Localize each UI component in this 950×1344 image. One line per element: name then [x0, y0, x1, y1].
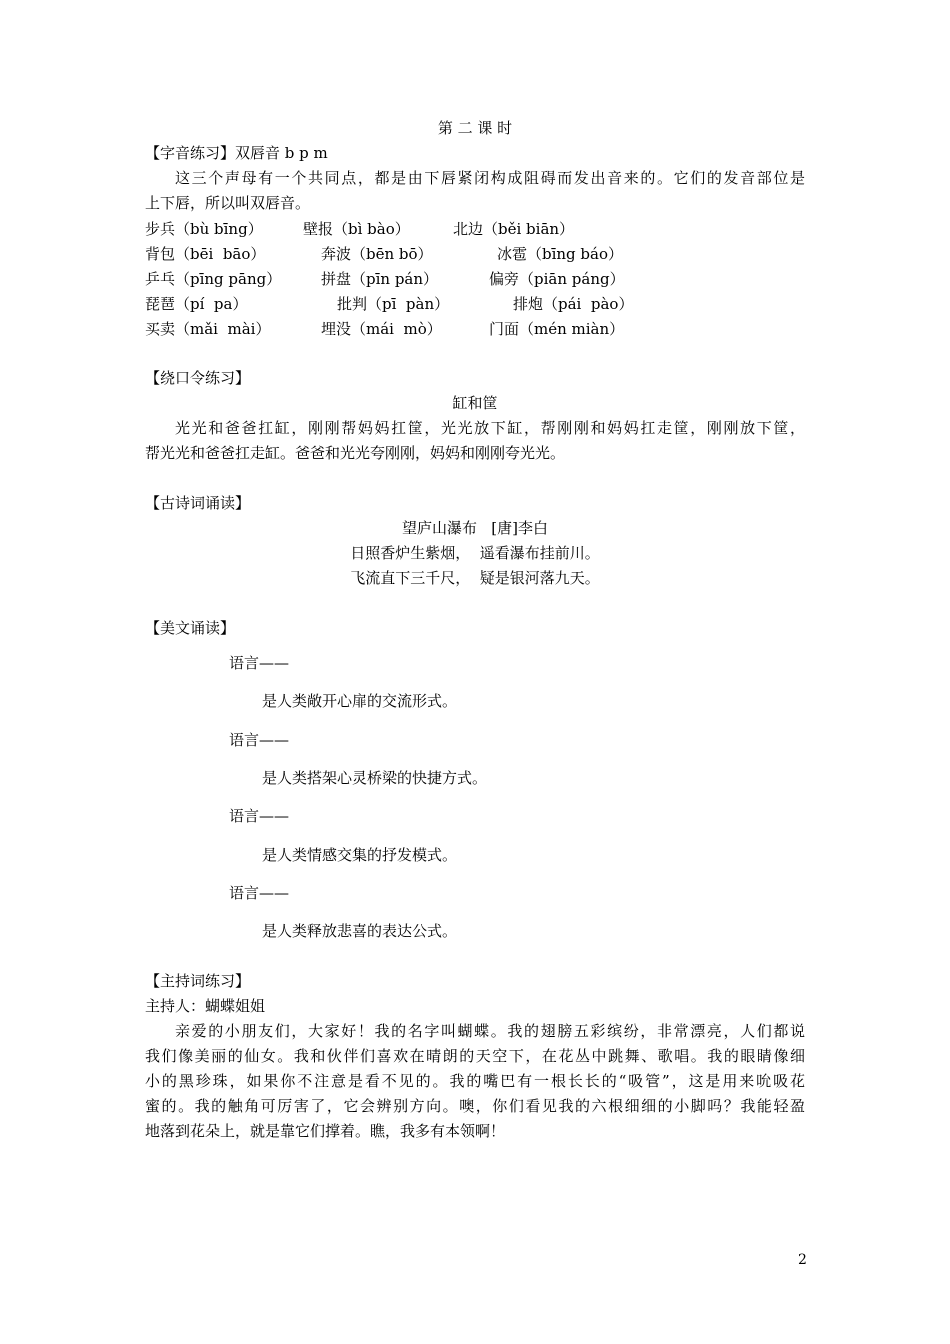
poem-line-2: 飞流直下三千尺， 疑是银河落九天。 [350, 569, 600, 587]
prose-heading: 【美文诵读】 [145, 619, 236, 637]
phonetics-description-line-2: 上下唇，所以叫双唇音。 [145, 194, 311, 212]
prose-stanza-3-lead: 语言—— [229, 807, 290, 825]
lesson-title: 第 二 课 时 [437, 119, 513, 137]
word-row-4-col-2: 批判（pī pàn） [337, 295, 450, 313]
tongue-twister-line-1: 光光和爸爸扛缸，刚刚帮妈妈扛筐，光光放下缸，帮刚刚和妈妈扛走筐，刚刚放下筐， [175, 419, 805, 437]
word-row-1-col-3: 北边（běi biān） [453, 220, 575, 238]
word-row-2-col-2: 奔波（bēn bō） [321, 245, 433, 263]
prose-stanza-2-body: 是人类搭架心灵桥梁的快捷方式。 [262, 769, 488, 787]
word-row-5-col-3: 门面（mén miàn） [489, 320, 625, 338]
host-line-3: 小的黑珍珠，如果你不注意是看不见的。我的嘴巴有一根长长的“吸管”，这是用来吮吸花 [145, 1072, 805, 1090]
word-row-5-col-1: 买卖（mǎi mài） [145, 320, 271, 338]
tongue-twister-title: 缸和筐 [452, 394, 498, 412]
prose-stanza-2-lead: 语言—— [229, 731, 290, 749]
host-line-2: 我们像美丽的仙女。我和伙伴们喜欢在晴朗的天空下，在花丛中跳舞、歌唱。我的眼睛像细 [145, 1047, 805, 1065]
prose-stanza-1-body: 是人类敞开心扉的交流形式。 [262, 692, 458, 710]
poem-heading: 【古诗词诵读】 [145, 494, 251, 512]
word-row-1-col-1: 步兵（bù bīng） [145, 220, 263, 238]
prose-stanza-1-lead: 语言—— [229, 654, 290, 672]
prose-stanza-4-body: 是人类释放悲喜的表达公式。 [262, 922, 458, 940]
word-row-4-col-3: 排炮（pái pào） [513, 295, 634, 313]
word-row-2-col-1: 背包（bēi bāo） [145, 245, 266, 263]
host-line-4: 蜜的。我的触角可厉害了，它会辨别方向。噢，你们看见我的六根细细的小脚吗？我能轻盈 [145, 1097, 805, 1115]
poem-line-1: 日照香炉生紫烟， 遥看瀑布挂前川。 [350, 544, 600, 562]
prose-stanza-3-body: 是人类情感交集的抒发模式。 [262, 846, 458, 864]
host-line-1: 亲爱的小朋友们，大家好！我的名字叫蝴蝶。我的翅膀五彩缤纷，非常漂亮，人们都说 [175, 1022, 805, 1040]
word-row-3-col-2: 拼盘（pīn pán） [321, 270, 439, 288]
page-number: 2 [798, 1252, 807, 1268]
tongue-twister-line-2: 帮光光和爸爸扛走缸。爸爸和光光夸刚刚，妈妈和刚刚夸光光。 [145, 444, 566, 462]
word-row-4-col-1: 琵琶（pí pa） [145, 295, 248, 313]
host-heading: 【主持词练习】 [145, 972, 251, 990]
prose-stanza-4-lead: 语言—— [229, 884, 290, 902]
word-row-5-col-2: 埋没（mái mò） [321, 320, 442, 338]
phonetics-heading: 【字音练习】双唇音 b p m [145, 144, 328, 162]
phonetics-description-line-1: 这三个声母有一个共同点，都是由下唇紧闭构成阻碍而发出音来的。它们的发音部位是 [175, 169, 805, 187]
word-row-3-col-1: 乒乓（pīng pāng） [145, 270, 282, 288]
word-row-3-col-3: 偏旁（piān páng） [489, 270, 625, 288]
tongue-twister-heading: 【绕口令练习】 [145, 369, 251, 387]
host-speaker: 主持人：蝴蝶姐姐 [145, 997, 266, 1015]
word-row-2-col-3: 冰雹（bīng báo） [497, 245, 624, 263]
poem-title: 望庐山瀑布 [唐]李白 [401, 519, 548, 537]
host-line-5: 地落到花朵上，就是靠它们撑着。瞧，我多有本领啊！ [145, 1122, 506, 1140]
word-row-1-col-2: 壁报（bì bào） [303, 220, 410, 238]
